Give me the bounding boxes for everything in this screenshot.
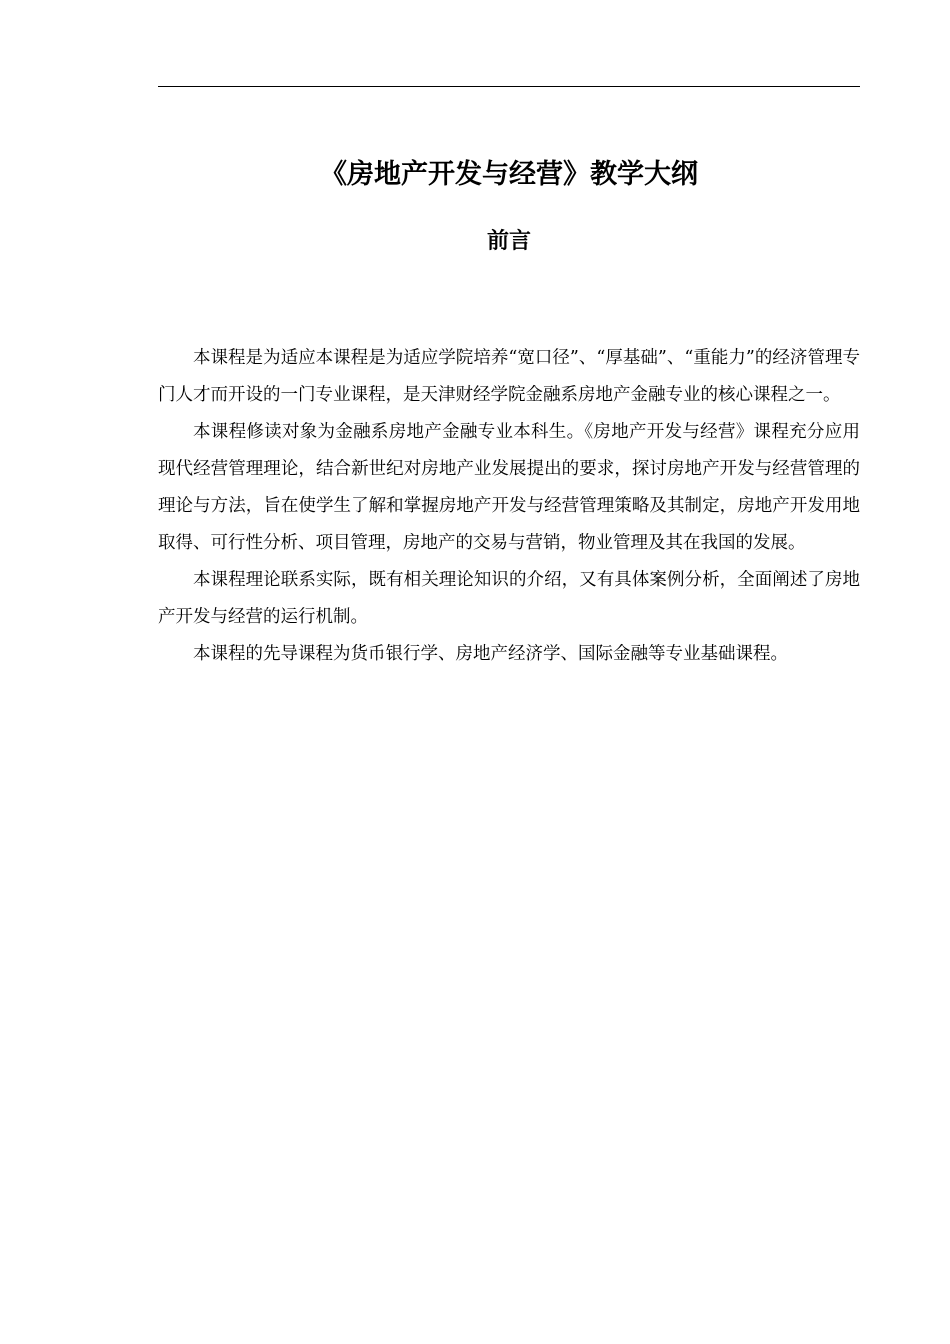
section-title-preface: 前言 bbox=[486, 229, 531, 254]
paragraph: 本课程理论联系实际，既有相关理论知识的介绍，又有具体案例分析，全面阐述了房地产开发与经营的运行机制。 bbox=[158, 570, 860, 627]
preface-body bbox=[158, 340, 860, 673]
paragraph: 本课程是为适应本课程是为适应学院培养“宽口径”、“厚基础”、“重能力”的经济管理专门人才而开设的一门专业课程，是天津财经学院金融系房地产金融专业的核心课程之一。 bbox=[158, 348, 860, 405]
paragraph: 本课程的先导课程为货币银行学、房地产经济学、国际金融等专业基础课程。 bbox=[193, 644, 788, 664]
document-title: 《房地产开发与经营》教学大纲 bbox=[320, 159, 698, 190]
header-rule bbox=[158, 86, 860, 87]
paragraph: 本课程修读对象为金融系房地产金融专业本科生。《房地产开发与经营》课程充分应用现代经营管理理论，结合新世纪对房地产业发展提出的要求，探讨房地产开发与经营管理的理论与方法，旨在使学生了解和掌握房地产开发与经营管理策略及其制定，房地产开发用地取得、可行性分析、项目管理，房地产的交易与营销，物业管理及其在我国的发展。 bbox=[158, 422, 860, 553]
